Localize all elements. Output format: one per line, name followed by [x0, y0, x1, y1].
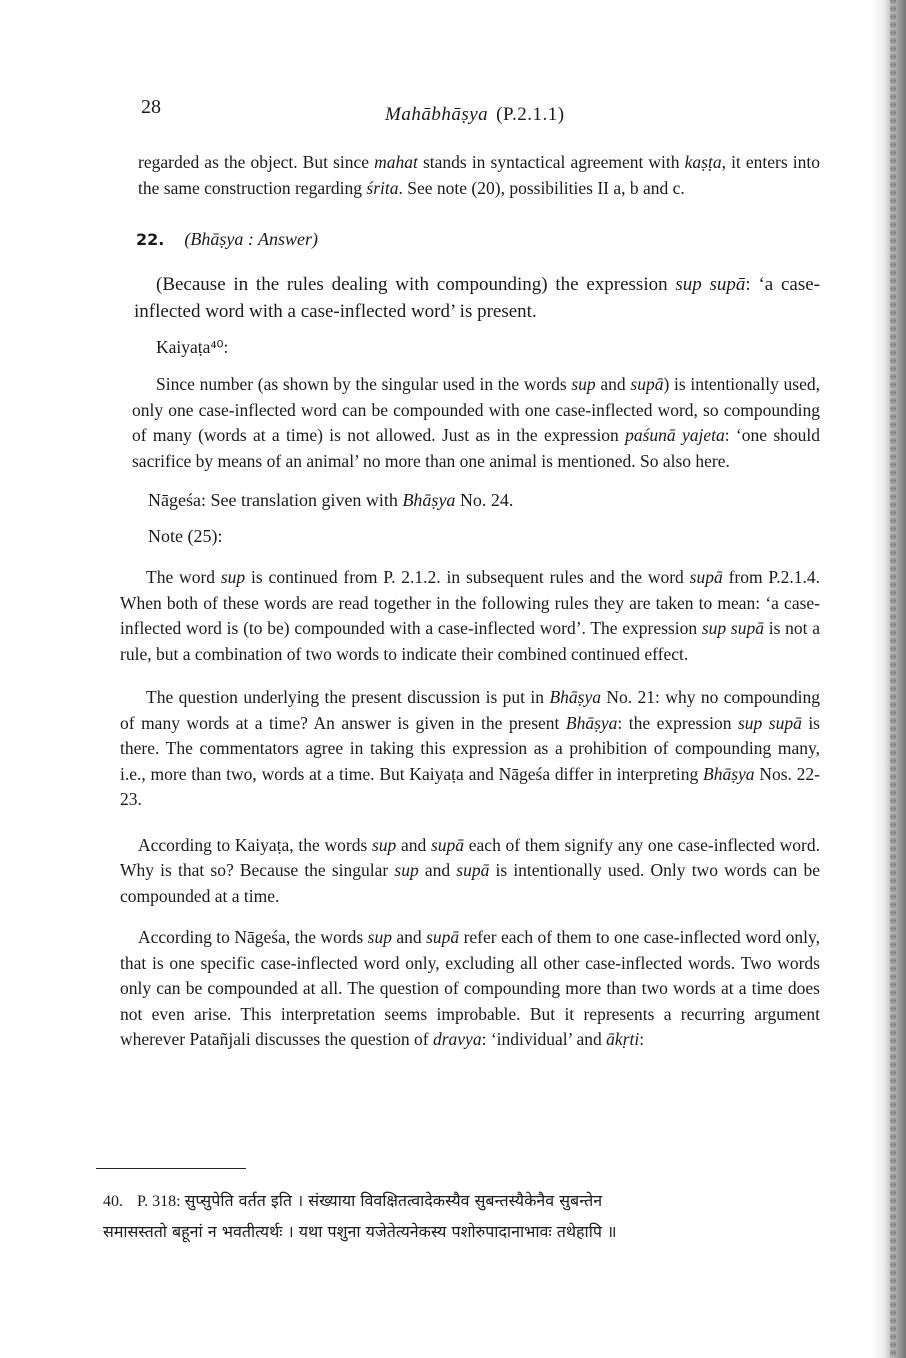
italic-term: supā — [431, 834, 465, 855]
page-body — [120, 150, 820, 1053]
running-title-ref: (P.2.1.1) — [496, 104, 565, 125]
text-run: refer each of them to one case-inflected word only, that is one specific case-inflected word only, excluding all other case-inflected words. Two words only can be compounded at all. The question of compounding more than two words at a time does not even arise. This interpretation seems improbable. But it represents a recurring argument wherever Patañjali discusses the question of — [120, 927, 820, 1049]
italic-term: sup — [571, 374, 596, 394]
italic-term: Bhāṣya — [565, 712, 618, 733]
italic-term: sup supā — [675, 273, 746, 295]
text-run: is intentionally used. Only two words can be compounded at a time. — [120, 860, 820, 906]
note-paragraph-1 — [120, 565, 820, 667]
text-run: : — [639, 1029, 645, 1049]
text-run: ) is intentionally used, only one case-inflected word can be compounded with one case-inflected word, so compounding of many (words at a time) is not allowed. Just as in the expression — [132, 374, 820, 445]
text-run: . See note (20), possibilities II a, b and c. — [398, 177, 685, 198]
text-run: The question underlying the present discussion is put in — [146, 687, 550, 707]
section-label: (Bhāṣya : Answer) — [184, 229, 318, 249]
italic-term: śrita — [366, 177, 399, 198]
italic-term: kaṣṭa — [684, 152, 722, 172]
footnote-number: 40. — [103, 1193, 123, 1210]
italic-term: sup supā — [737, 712, 802, 733]
italic-term: Bhāṣya — [549, 687, 601, 707]
text-run: The word — [146, 567, 221, 587]
italic-term: supā — [689, 567, 723, 587]
italic-term: sup — [367, 927, 392, 947]
italic-term: mahat — [374, 152, 418, 172]
text-run: No. 21: why no compounding of many words at a time? An answer is given in the present — [120, 687, 820, 733]
italic-term: Bhāṣya — [402, 490, 456, 510]
kaiyata-commentary — [132, 372, 820, 474]
text-run: Since number (as shown by the singular used in the words — [156, 374, 572, 394]
text-run: each of them signify any one case-inflected word. Why is that so? Because the singular — [120, 834, 821, 880]
italic-term: sup — [220, 567, 246, 587]
running-title-text: Mahābhāṣya — [385, 104, 489, 125]
italic-term: supā — [630, 374, 664, 394]
italic-term: supā — [456, 860, 490, 880]
footnote — [103, 1186, 813, 1247]
page-header — [141, 96, 841, 128]
text-run: : ‘one should sacrifice by means of an animal’ no more than one animal is mentioned. So also here. — [132, 425, 820, 471]
italic-term: Bhāṣya — [703, 763, 755, 784]
footnote-ref: P. 318: — [137, 1193, 181, 1210]
text-run: is not a rule, but a combination of two words to indicate their combined continued effect. — [120, 618, 821, 664]
text-run: : ‘a case-inflected word with a case-inflected word’ is present. — [134, 273, 820, 322]
bhasya-answer — [134, 271, 820, 325]
note-paragraph-3 — [120, 833, 820, 910]
text-run: , it enters into the same construction regarding — [138, 152, 820, 198]
text-run: is there. The commentators agree in taking this expression as a prohibition of compounding many, i.e., more than two, words at a time. But Kaiyaṭa and Nāgeśa differ in interpreting — [120, 712, 820, 784]
text-run: According to Kaiyaṭa, the words — [138, 834, 372, 855]
footnote-sanskrit-1: सुप्सुपेति वर्तत इति । संख्याया विवक्षितत्वादेकस्यैव सुबन्तस्यैकेनैव सुबन्तेन — [184, 1191, 603, 1210]
section-heading — [136, 227, 820, 253]
text-run: Nāgeśa: See translation given with — [148, 490, 403, 510]
text-run: from P.2.1.4. When both of these words are read together in the following rules they are taken to mean: ‘a case-inflected word is (to be) compounded with a case-inflected word’. The expression — [120, 567, 820, 638]
text-run: stands in syntactical agreement with — [417, 152, 685, 172]
italic-term: paśunā yajeta — [625, 425, 725, 445]
text-run: and — [396, 834, 431, 855]
footnote-sanskrit-2: समासस्ततो बहूनां न भवतीत्यर्थः । यथा पशुना यजेतेत्यनेकस्य पशोरुपादानाभावः तथेहापि ॥ — [103, 1222, 617, 1241]
italic-term: supā — [426, 927, 460, 947]
italic-term: ākṛti — [606, 1029, 640, 1049]
italic-term: dravya — [432, 1029, 482, 1049]
italic-term: sup — [394, 860, 419, 880]
running-title — [385, 104, 565, 126]
italic-term: sup — [371, 834, 397, 855]
text-run: and — [391, 927, 427, 947]
paragraph-continuation — [138, 150, 820, 201]
text-run: : the expression — [617, 712, 738, 733]
text-run: is continued from P. 2.1.2. in subsequent rules and the word — [245, 567, 690, 587]
text-run: Nos. 22-23. — [120, 763, 820, 809]
page-number: 28 — [141, 96, 161, 118]
text-run: regarded as the object. But since — [138, 152, 375, 172]
text-run: (Because in the rules dealing with compounding) the expression — [156, 273, 676, 295]
text-run: According to Nāgeśa, the words — [138, 927, 368, 947]
scan-book-edge — [872, 0, 906, 1358]
italic-term: sup supā — [701, 618, 764, 638]
text-run: and — [418, 860, 457, 880]
text-run: No. 24. — [455, 490, 514, 510]
text-run: : ‘individual’ and — [481, 1029, 607, 1049]
nagesa-line — [148, 488, 820, 514]
note-label: Note (25): — [148, 525, 223, 546]
note-paragraph-4 — [120, 925, 820, 1053]
text-run: and — [595, 374, 631, 394]
note-paragraph-2 — [120, 685, 820, 813]
kaiyata-label: Kaiyaṭa⁴⁰: — [156, 336, 229, 357]
section-number: 22. — [136, 230, 165, 249]
footnote-separator — [96, 1168, 246, 1169]
footnote-line-1 — [103, 1186, 813, 1217]
